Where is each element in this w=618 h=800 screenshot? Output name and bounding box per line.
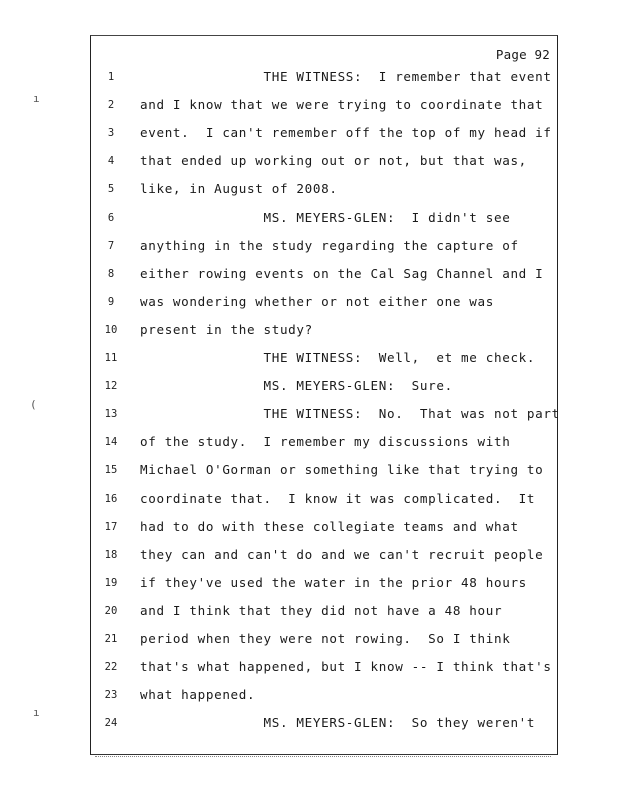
line-text: event. I can't remember off the top of my head if <box>140 125 552 141</box>
transcript-line <box>0 686 618 706</box>
line-text: what happened. <box>140 687 256 703</box>
transcript-line <box>0 714 618 734</box>
line-number: 17 <box>104 520 118 533</box>
transcript-line <box>0 461 618 481</box>
line-text: Michael O'Gorman or something like that trying to <box>140 462 544 478</box>
line-text: MS. MEYERS-GLEN: I didn't see <box>140 209 511 225</box>
transcript-line <box>0 546 618 566</box>
line-text: like, in August of 2008. <box>140 181 338 197</box>
line-text: that's what happened, but I know -- I think that's <box>140 659 552 675</box>
transcript-line <box>0 265 618 285</box>
transcript-line <box>0 68 618 88</box>
line-number: 20 <box>104 604 118 617</box>
line-number: 4 <box>107 155 115 168</box>
line-number: 23 <box>104 689 118 702</box>
line-number: 15 <box>104 464 118 477</box>
line-number: 6 <box>107 211 115 224</box>
transcript-line <box>0 96 618 116</box>
line-text: was wondering whether or not either one was <box>140 293 494 309</box>
line-number: 10 <box>104 323 118 336</box>
transcript-line <box>0 321 618 341</box>
line-text: if they've used the water in the prior 48 hours <box>140 574 527 590</box>
line-text: period when they were not rowing. So I think <box>140 631 511 646</box>
transcript-line <box>0 630 618 650</box>
footer-rule <box>95 756 551 757</box>
line-text: THE WITNESS: I remember that event <box>140 69 552 84</box>
line-number: 3 <box>107 127 115 140</box>
transcript-line <box>0 237 618 257</box>
line-number: 24 <box>104 717 118 730</box>
line-number: 7 <box>107 239 115 252</box>
transcript-line <box>0 658 618 678</box>
transcript-line <box>0 124 618 144</box>
transcript-line <box>0 349 618 369</box>
line-text: THE WITNESS: Well, et me check. <box>140 350 536 365</box>
transcript-line <box>0 574 618 594</box>
line-number: 11 <box>104 352 118 364</box>
transcript-line <box>0 209 618 229</box>
transcript-line <box>0 377 618 397</box>
line-text: of the study. I remember my discussions with <box>140 434 511 450</box>
line-text: that ended up working out or not, but that was, <box>140 153 527 169</box>
line-number: 22 <box>104 661 118 674</box>
line-number: 5 <box>107 183 115 196</box>
line-number: 16 <box>104 492 118 505</box>
line-text: had to do with these collegiate teams and what <box>140 518 519 534</box>
line-text: and I think that they did not have a 48 hour <box>140 602 503 618</box>
line-number: 9 <box>107 295 115 308</box>
line-number: 21 <box>104 633 118 645</box>
transcript-line <box>0 293 618 313</box>
margin-punch-mark: ı <box>33 706 40 719</box>
transcript-line <box>0 433 618 453</box>
line-text: either rowing events on the Cal Sag Channel and I <box>140 265 544 281</box>
line-number: 14 <box>104 436 118 449</box>
transcript-line <box>0 602 618 622</box>
line-text: MS. MEYERS-GLEN: Sure. <box>140 378 453 394</box>
line-number: 8 <box>107 267 115 280</box>
line-text: coordinate that. I know it was complicated. It <box>140 490 536 506</box>
line-text: they can and can't do and we can't recruit people <box>140 546 544 562</box>
line-number: 18 <box>104 548 118 561</box>
margin-punch-mark: ı <box>33 92 40 105</box>
line-number: 13 <box>104 408 118 421</box>
line-text: anything in the study regarding the capture of <box>140 237 519 253</box>
page-number: Page 92 <box>495 47 550 62</box>
line-number: 19 <box>104 576 118 589</box>
margin-punch-mark: ( <box>30 398 37 411</box>
line-text: MS. MEYERS-GLEN: So they weren't <box>140 715 536 731</box>
line-text: THE WITNESS: No. That was not part <box>140 406 560 422</box>
transcript-line <box>0 152 618 172</box>
line-text: and I know that we were trying to coordinate that <box>140 97 544 113</box>
line-number: 1 <box>107 71 115 83</box>
line-text: present in the study? <box>140 321 313 337</box>
transcript-line <box>0 518 618 538</box>
line-number: 12 <box>104 380 118 393</box>
line-number: 2 <box>107 99 115 112</box>
transcript-line <box>0 405 618 425</box>
transcript-line <box>0 180 618 200</box>
transcript-line <box>0 490 618 510</box>
